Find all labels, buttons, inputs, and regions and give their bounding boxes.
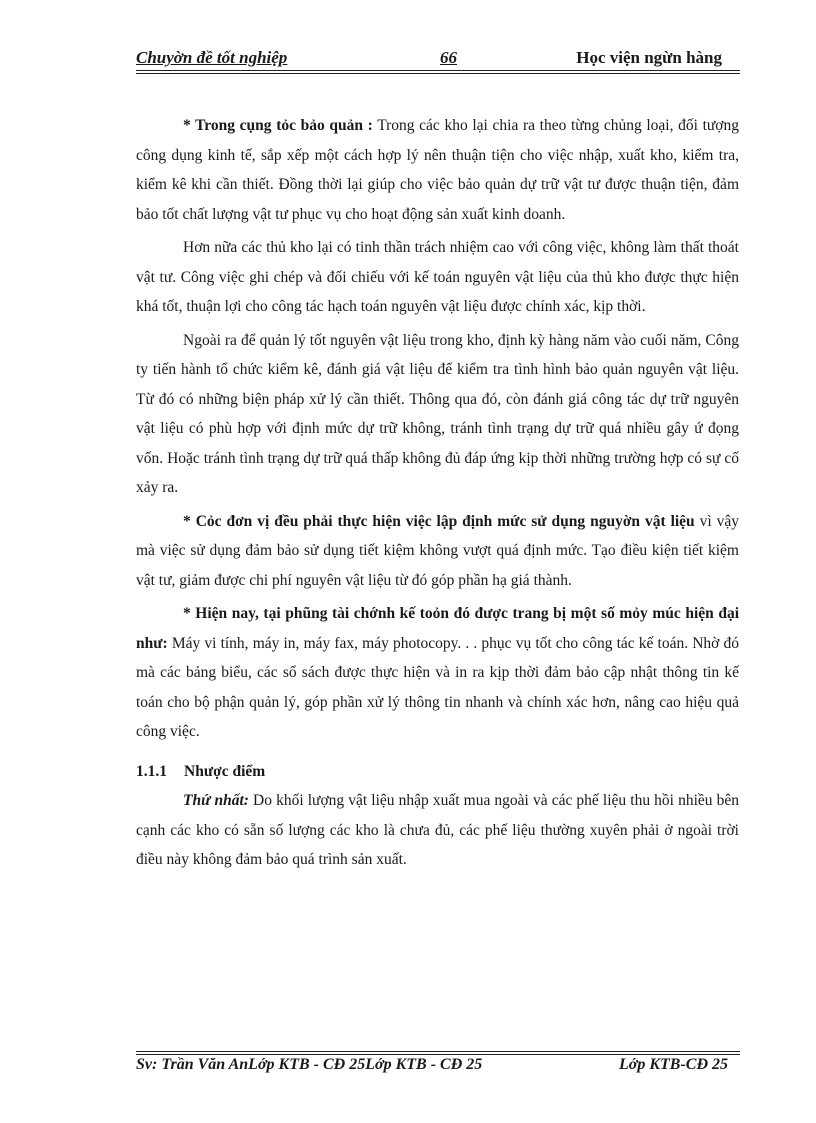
header-institution: Học viện ngừn hàng xyxy=(576,48,722,67)
paragraph-storage-heading: * Trong cụng tỏc bảo quản : xyxy=(183,117,373,134)
paragraph-equipment-heading: * Hiện nay, tại phũng tài chớnh kế toỏn đó được trang bị một số mỏy múc hiện đại như: xyxy=(136,605,739,652)
paragraph-norms-heading: * Cỏc đơn vị đều phải thực hiện việc lập định mức sử dụng nguyờn vật liệu xyxy=(183,512,695,530)
header-rule-secondary xyxy=(136,73,740,74)
paragraph-first-drawback-lead: Thứ nhất: xyxy=(183,792,249,809)
paragraph-storage-text: Trong các kho lại chia ra theo từng chủng loại, đối tượng công dụng kinh tế, sắp xếp một cách hợp lý nên thuận tiện cho việc nhập, xuất kho, kiểm tra, kiểm kê khi cần thiết. Đồng thời lại giúp cho việc bảo quản dự trữ vật tư được thuận tiện, đảm bảo tốt chất lượng vật tư phục vụ cho hoạt động sản xuất kinh doanh. xyxy=(136,117,739,223)
page-body xyxy=(136,111,739,875)
paragraph-norms-text: vì vậy mà việc sử dụng đảm bảo sử dụng tiết kiệm không vượt quá định mức. Tạo điều kiện tiết kiệm vật tư, giảm được chi phí nguyên vật liệu từ đó góp phần hạ giá thành. xyxy=(136,512,739,589)
page-header xyxy=(136,48,740,70)
paragraph-norms xyxy=(136,507,739,596)
footer-rule xyxy=(136,1051,740,1052)
paragraph-equipment xyxy=(136,599,739,747)
section-number: 1.1.1 xyxy=(136,762,167,780)
footer-class: Lớp KTB-CĐ 25 xyxy=(618,1056,728,1073)
header-page-number: 66 xyxy=(440,48,457,67)
footer-rule-secondary xyxy=(136,1054,740,1055)
section-heading xyxy=(136,757,739,787)
footer-student: Sv: Trần Văn AnLớp KTB - CĐ 25Lớp KTB - CĐ 25 xyxy=(136,1056,483,1073)
paragraph-storekeepers: Hơn nữa các thủ kho lại có tinh thần trách nhiệm cao với công việc, không làm thất thoát vật tư. Công việc ghi chép và đối chiếu với kế toán nguyên vật liệu của thủ kho được thực hiện khá tốt, thuận lợi cho công tác hạch toán nguyên vật liệu được chính xác, kịp thời. xyxy=(136,239,739,315)
section-title: Nhược điểm xyxy=(184,762,266,780)
header-document-type: Chuyờn đề tốt nghiệp xyxy=(136,48,288,67)
paragraph-inventory-check: Ngoài ra để quản lý tốt nguyên vật liệu trong kho, định kỳ hàng năm vào cuối năm, Công ty tiến hành tổ chức kiểm kê, đánh giá vật liệu để kiểm tra tình hình bảo quản nguyên vật liệu. Từ đó có những biện pháp xử lý cần thiết. Thông qua đó, còn đánh giá công tác dự trữ nguyên vật liệu có phù hợp với định mức dự trữ không, tránh tình trạng dự trữ quá nhiều gây ứ đọng vốn. Hoặc tránh tình trạng dự trữ quá thấp không đủ đáp ứng kịp thời những trường hợp có sự cố xảy ra. xyxy=(136,331,739,496)
paragraph-first-drawback xyxy=(136,786,739,875)
paragraph-first-drawback-text: Do khối lượng vật liệu nhập xuất mua ngoài và các phế liệu thu hồi nhiều bên cạnh các kho có sẵn số lượng các kho là chưa đủ, các phế liệu thường xuyên phải ở ngoài trời điều này không đảm bảo quá trình sản xuất. xyxy=(136,792,739,868)
page-footer xyxy=(136,1056,740,1080)
paragraph-storage xyxy=(136,111,739,229)
header-rule xyxy=(136,70,740,71)
paragraph-equipment-text: Máy vi tính, máy in, máy fax, máy photocopy. . . phục vụ tốt cho công tác kế toán. Nhờ đó mà các bảng biểu, các sổ sách được thực hiện và in ra kịp thời đảm bảo cập nhật thông tin kế toán cho bộ phận quản lý, góp phần xử lý thông tin nhanh và chính xác hơn, nâng cao hiệu quả công việc. xyxy=(136,634,739,740)
